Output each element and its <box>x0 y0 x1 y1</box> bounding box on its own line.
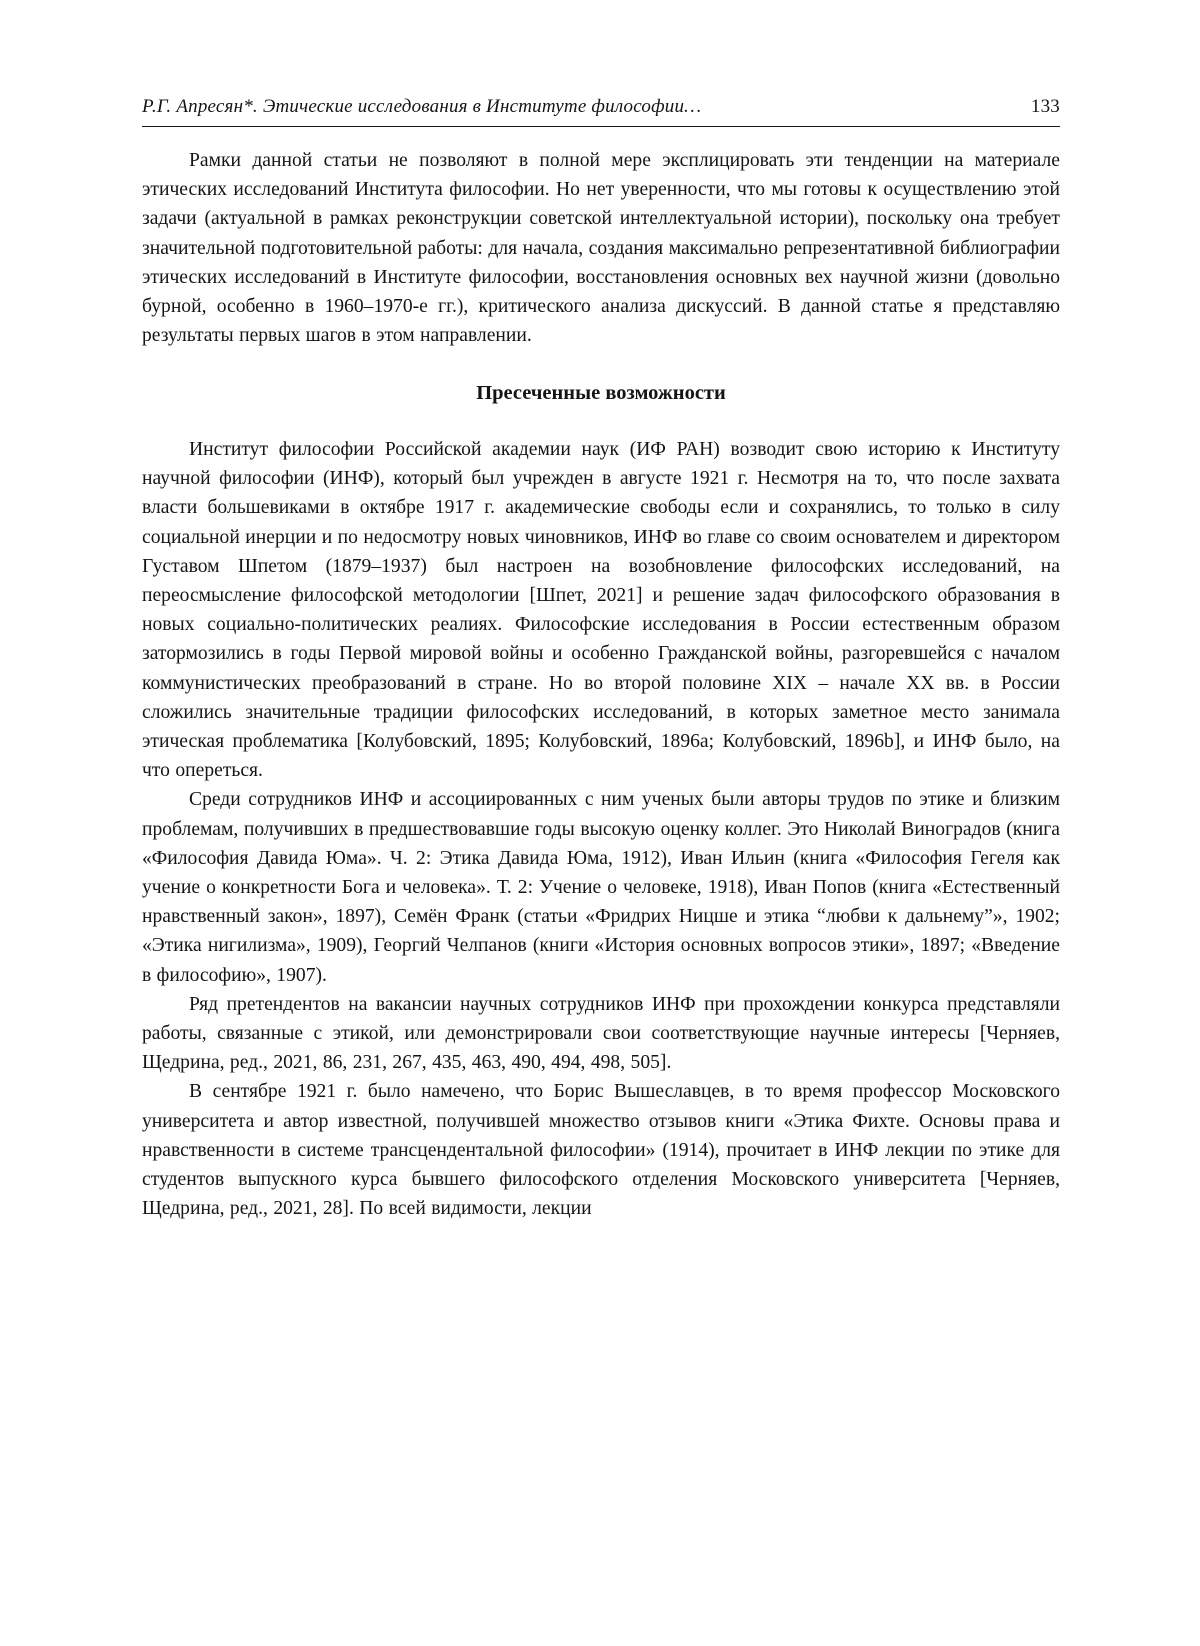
section-heading: Пресеченные возможности <box>476 382 726 405</box>
paragraph-5: В сентябре 1921 г. было намечено, что Борис Вышеславцев, в то время профессор Московского университета и автор известной, получившей множество отзывов книги «Этика Фихте. Основы права и нравственности в системе трансцендентальной философии» (1914), прочитает в ИНФ лекции по этике для студентов выпускного курса бывшего философского отделения Московского университета [Черняев, Щедрина, ред., 2021, 28]. По всей видимости, лекции <box>142 1081 1060 1220</box>
paragraph-3: Среди сотрудников ИНФ и ассоциированных с ним ученых были авторы трудов по этике и близким проблемам, получивших в предшествовавшие годы высокую оценку коллег. Это Николай Виноградов (книга «Философия Давида Юма». Ч. 2: Этика Давида Юма, 1912), Иван Ильин (книга «Философия Гегеля как учение о конкретности Бога и человека». Т. 2: Учение о человеке, 1918), Иван Попов (книга «Естественный нравственный закон», 1897), Семён Франк (статьи «Фридрих Ницше и этика “любви к дальнему”», 1902; «Этика нигилизма», 1909), Георгий Челпанов (книги «История основных вопросов этики», 1897; «Введение в философию», 1907). <box>142 789 1060 986</box>
page-number: 133 <box>1030 96 1060 117</box>
paragraph-4: Ряд претендентов на вакансии научных сотрудников ИНФ при прохождении конкурса представляли работы, связанные с этикой, или демонстрировали свои соответствующие научные интересы [Черняев, Щедрина, ред., 2021, 86, 231, 267, 435, 463, 490, 494, 498, 505]. <box>142 993 1060 1074</box>
paragraph-1: Рамки данной статьи не позволяют в полной мере эксплицировать эти тенденции на материале этических исследований Института философии. Но нет уверенности, что мы готовы к осуществлению этой задачи (актуальной в рамках реконструкции советской интеллектуальной истории), поскольку она требует значительной подготовительной работы: для начала, создания максимально репрезентативной библиографии этических исследований в Институте философии, восстановления основных вех научной жизни (довольно бурной, особенно в 1960–1970-е гг.), критического анализа дискуссий. В данной статье я представляю результаты первых шагов в этом направлении. <box>142 150 1060 347</box>
article-body <box>142 146 1060 1224</box>
paragraph-2: Институт философии Российской академии наук (ИФ РАН) возводит свою историю к Институту научной философии (ИНФ), который был учрежден в августе 1921 г. Несмотря на то, что после захвата власти большевиками в октябре 1917 г. академические свободы если и сохранялись, то только в силу социальной инерции и по недосмотру новых чиновников, ИНФ во главе со своим основателем и директором Густавом Шпетом (1879–1937) был настроен на возобновление философских исследований, на переосмысление философской методологии [Шпет, 2021] и решение задач философского образования в новых социально-политических реалиях. Философские исследования в России естественным образом затормозились в годы Первой мировой войны и особенно Гражданской войны, разгоревшейся с началом коммунистических преобразований в стране. Но во второй половине XIX – начале XX вв. в России сложились значительные традиции философских исследований, в которых заметное место занимала этическая проблематика [Колубовский, 1895; Колубовский, 1896a; Колубовский, 1896b], и ИНФ было, на что опереться. <box>142 439 1060 782</box>
running-head <box>142 96 1060 127</box>
running-title: Р.Г. Апресян*. Этические исследования в Институте философии… <box>142 96 702 117</box>
